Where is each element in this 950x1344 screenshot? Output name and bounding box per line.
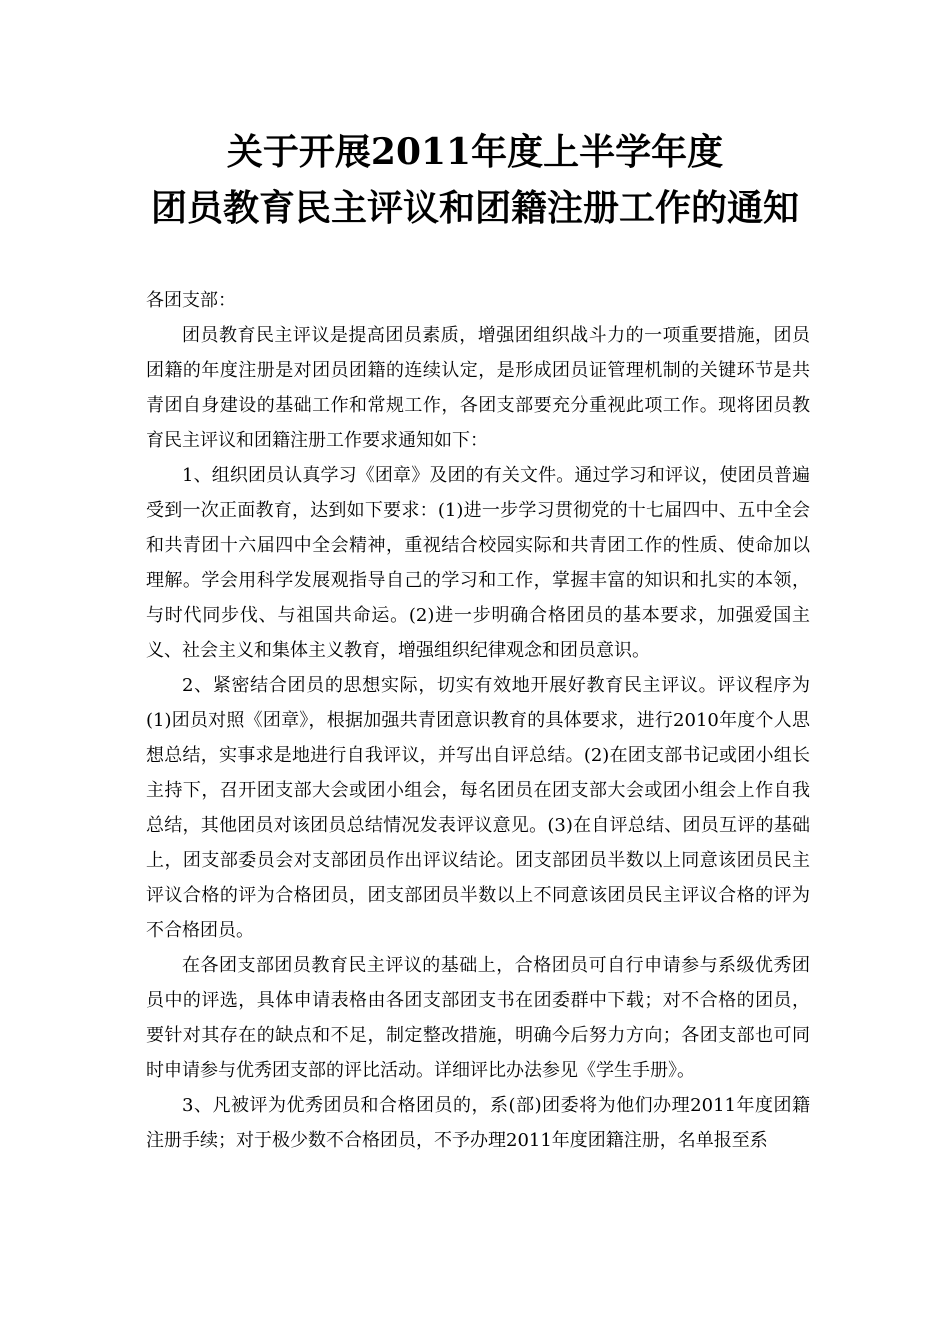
salutation: 各团支部： [146, 290, 236, 311]
document-title [0, 124, 950, 236]
title-line-1: 关于开展2011年度上半学年度 [226, 131, 724, 173]
paragraph-item-2: 2、紧密结合团员的思想实际，切实有效地开展好教育民主评议。评议程序为(1)团员对照《团章》，根据加强共青团意识教育的具体要求，进行2010年度个人思想总结，实事求是地进行自我评议，并写出自评总结。(2)在团支部书记或团小组长主持下，召开团支部大会或团小组会，每名团员在团支部大会或团小组会上作自我总结，其他团员对该团员总结情况发表评议意见。(3)在自评总结、团员互评的基础上，团支部委员会对支部团员作出评议结论。团支部团员半数以上同意该团员民主评议合格的评为合格团员，团支部团员半数以上不同意该团员民主评议合格的评为不合格团员。 [146, 675, 810, 941]
paragraph-evaluation: 在各团支部团员教育民主评议的基础上，合格团员可自行申请参与系级优秀团员中的评选，具体申请表格由各团支部团支书在团委群中下载；对不合格的团员，要针对其存在的缺点和不足，制定整改措施，明确今后努力方向；各团支部也可同时申请参与优秀团支部的评比活动。详细评比办法参见《学生手册》。 [146, 955, 810, 1081]
document-body [146, 283, 810, 1158]
paragraph-item-3: 3、凡被评为优秀团员和合格团员的，系(部)团委将为他们办理2011年度团籍注册手续；对于极少数不合格团员，不予办理2011年度团籍注册，名单报至系 [146, 1095, 810, 1151]
title-line-2: 团员教育民主评议和团籍注册工作的通知 [150, 187, 799, 229]
paragraph-item-1: 1、组织团员认真学习《团章》及团的有关文件。通过学习和评议，使团员普遍受到一次正面教育，达到如下要求：(1)进一步学习贯彻党的十七届四中、五中全会和共青团十六届四中全会精神，重视结合校园实际和共青团工作的性质、使命加以理解。学会用科学发展观指导自己的学习和工作，掌握丰富的知识和扎实的本领，与时代同步伐、与祖国共命运。(2)进一步明确合格团员的基本要求，加强爱国主义、社会主义和集体主义教育，增强组织纪律观念和团员意识。 [146, 465, 810, 661]
paragraph-intro: 团员教育民主评议是提高团员素质，增强团组织战斗力的一项重要措施，团员团籍的年度注册是对团员团籍的连续认定，是形成团员证管理机制的关键环节是共青团自身建设的基础工作和常规工作，各团支部要充分重视此项工作。现将团员教育民主评议和团籍注册工作要求通知如下： [146, 325, 810, 451]
